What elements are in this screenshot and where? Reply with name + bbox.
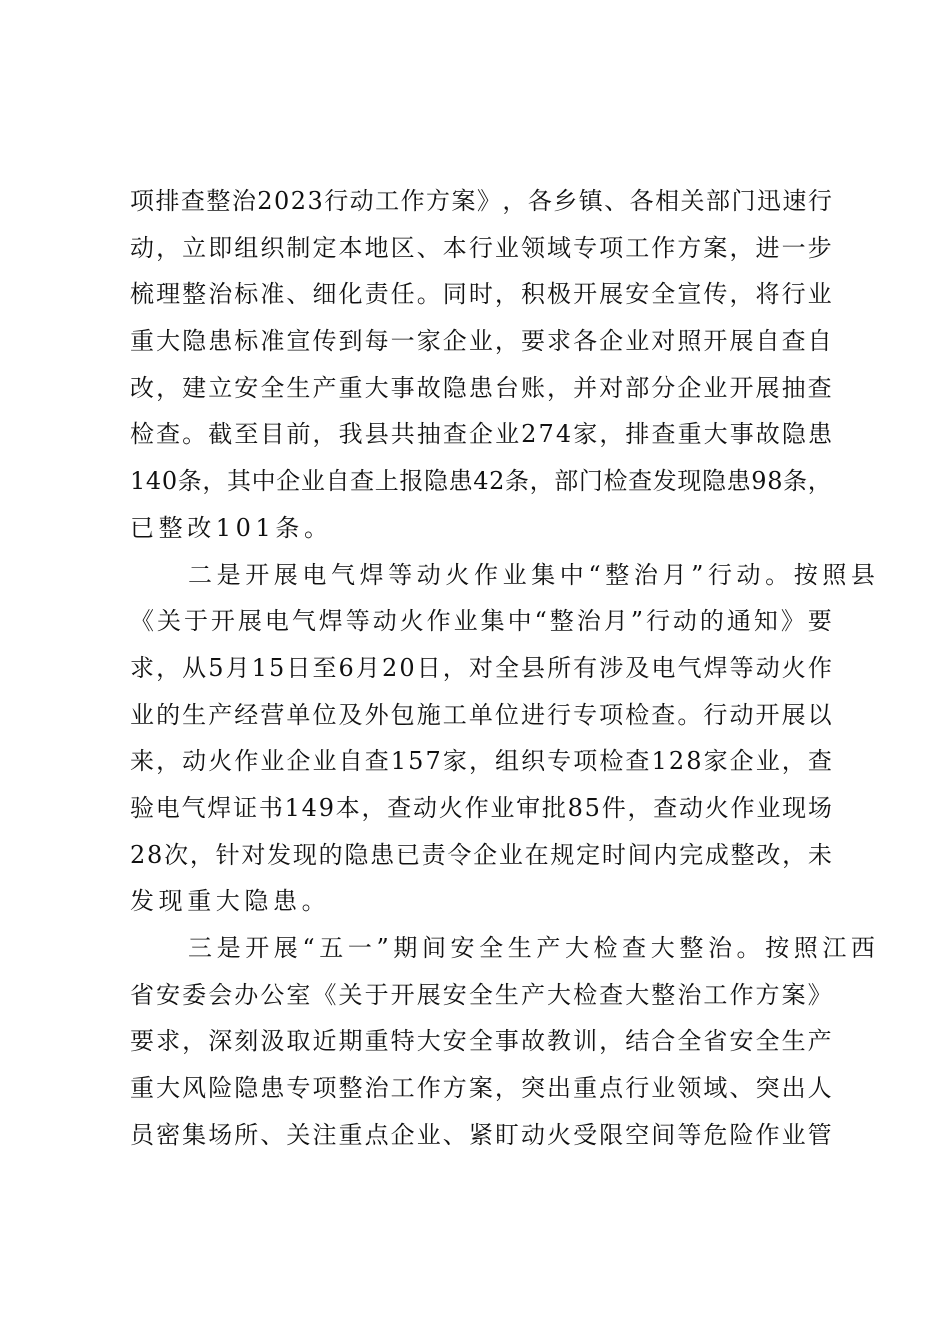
body-text xyxy=(130,181,880,1161)
text-line: 发现重大隐患。 xyxy=(130,887,331,916)
text-line: 1 4 0 条 ， 其 中 企 业 自 查 上 报 隐 患 4 2 条 ， 部 门 检 查 发 现 隐 患 9 8 条 ， xyxy=(130,467,832,496)
text-line: 验 电 气 焊 证 书 1 4 9 本 ， 查 动 火 作 业 审 批 8 5 件 ， 查 动 火 作 业 现 场 xyxy=(130,793,832,822)
text-line: 《 关 于 开 展 电 气 焊 等 动 火 作 业 集 中 “ 整 治 月 ” 行 动 的 通 知 》 要 xyxy=(130,607,832,636)
text-line: 检 查 。 截 至 目 前 ， 我 县 共 抽 查 企 业 2 7 4 家 ， 排 查 重 大 事 故 隐 患 xyxy=(130,420,832,449)
text-line: 重 大 隐 患 标 准 宣 传 到 每 一 家 企 业 ， 要 求 各 企 业 对 照 开 展 自 查 自 xyxy=(130,327,832,356)
text-line: 动 ， 立 即 组 织 制 定 本 地 区 、 本 行 业 领 域 专 项 工 作 方 案 ， 进 一 步 xyxy=(130,233,832,262)
text-line: 求 ， 从 5 月 1 5 日 至 6 月 2 0 日 ， 对 全 县 所 有 涉 及 电 气 焊 等 动 火 作 xyxy=(130,653,832,682)
text-line: 已整改101条。 xyxy=(130,513,333,542)
text-line: 改 ， 建 立 安 全 生 产 重 大 事 故 隐 患 台 账 ， 并 对 部 分 企 业 开 展 抽 查 xyxy=(130,373,832,402)
paragraph-start-line: 三是开展“五一”期间安全生产大检查大整治。按照江西 xyxy=(188,934,880,962)
text-line: 省 安 委 会 办 公 室 《 关 于 开 展 安 全 生 产 大 检 查 大 整 治 工 作 方 案 》 xyxy=(130,980,832,1009)
text-line: 要 求 ， 深 刻 汲 取 近 期 重 特 大 安 全 事 故 教 训 ， 结 合 全 省 安 全 生 产 xyxy=(130,1027,832,1056)
paragraph-start-line: 二是开展电气焊等动火作业集中“整治月”行动。按照县 xyxy=(188,560,880,589)
text-line: 来 ， 动 火 作 业 企 业 自 查 1 5 7 家 ， 组 织 专 项 检 查 1 2 8 家 企 业 ， 查 xyxy=(130,747,832,776)
text-line: 梳 理 整 治 标 准 、 细 化 责 任 。 同 时 ， 积 极 开 展 安 全 宣 传 ， 将 行 业 xyxy=(130,280,832,309)
text-line: 重 大 风 险 隐 患 专 项 整 治 工 作 方 案 ， 突 出 重 点 行 业 领 域 、 突 出 人 xyxy=(130,1074,832,1103)
text-line: 业 的 生 产 经 营 单 位 及 外 包 施 工 单 位 进 行 专 项 检 查 。 行 动 开 展 以 xyxy=(130,700,832,729)
text-line: 2 8 次 ， 针 对 发 现 的 隐 患 已 责 令 企 业 在 规 定 时 间 内 完 成 整 改 ， 未 xyxy=(130,840,832,869)
text-line: 项 排 查 整 治 2 0 2 3 行 动 工 作 方 案 》 ， 各 乡 镇 、 各 相 关 部 门 迅 速 行 xyxy=(130,187,832,215)
text-line: 员 密 集 场 所 、 关 注 重 点 企 业 、 紧 盯 动 火 受 限 空 间 等 危 险 作 业 管 xyxy=(130,1120,832,1149)
